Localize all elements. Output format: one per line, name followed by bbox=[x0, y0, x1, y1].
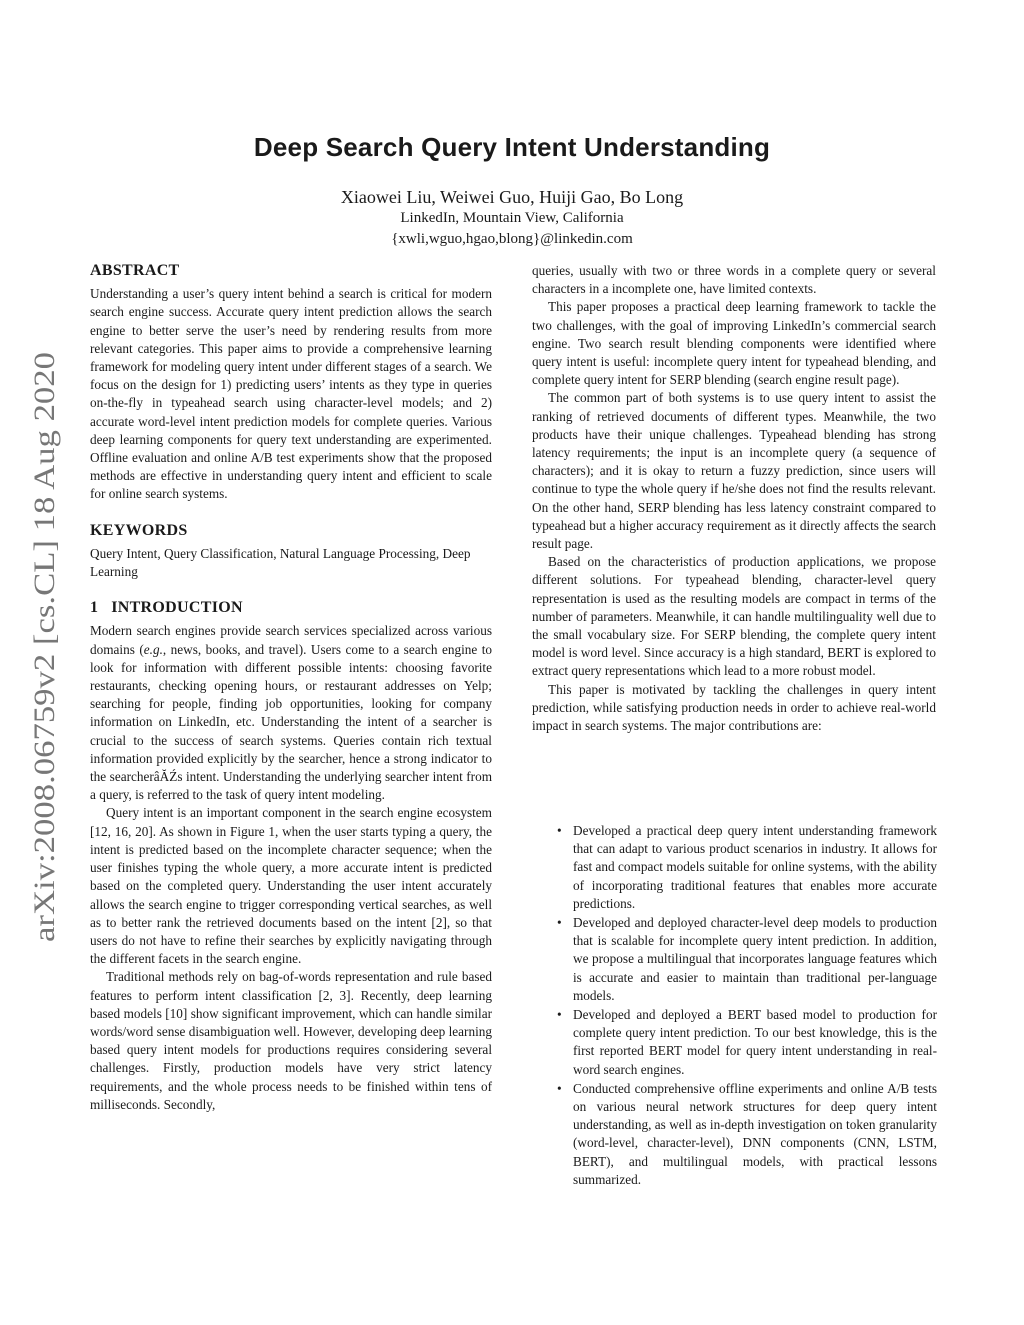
bullet-icon: • bbox=[557, 1080, 562, 1096]
contributions-list bbox=[557, 822, 937, 1190]
list-item: • Developed and deployed character-level deep models to production that is scalable for incomplete query intent prediction. In addition, we propose a multilingual that incorporates language features which is accurate and easier to maintain than traditional per-language models. bbox=[557, 915, 937, 1003]
intro-paragraph-5: This paper proposes a practical deep learning framework to tackle the two challenges, with the goal of improving LinkedIn’s commercial search engine. Two search result blending components were identified where query intent is useful: incomplete query intent for typeahead blending, and complete query intent for SERP blending (search engine result page). bbox=[532, 299, 936, 388]
intro-paragraph-2: Query intent is an important component in the search engine ecosystem [12, 16, 20]. As shown in Figure 1, when the user starts typing a query, the intent is predicted based on the incomplete character sequence; when the user finishes typing the whole query, a more accurate intent is predicted based on the completed query. Understanding the user intent accurately allows the search engine to trigger corresponding vertical searches, as well as to better rank the retrieved documents based on the intent [2], so that users do not have to refine their searches by explicitly navigating through the different facets in the search engine. bbox=[90, 805, 492, 967]
keywords-heading: KEYWORDS bbox=[90, 521, 188, 539]
intro-paragraph-8: This paper is motivated by tackling the challenges in query intent prediction, while satisfying production needs in order to achieve real-world impact in search systems. The major contributions are: bbox=[532, 681, 936, 734]
keywords-text: Query Intent, Query Classification, Natural Language Processing, Deep Learning bbox=[90, 545, 471, 580]
left-column bbox=[90, 262, 492, 1114]
intro-paragraph-6: The common part of both systems is to use query intent to assist the ranking of retrieved documents of different types. Meanwhile, the two products have their unique challenges. Typeahead blending has strong latency requirements; the input is an incomplete query (a sequence of characters); and it is okay to return a fuzzy prediction, since users will continue to type the whole query if he/she does not find the results relevant. On the other hand, SERP blending has less latency constraint compared to typeahead but a higher accuracy requirement as it directly affects the search result page. bbox=[532, 390, 936, 552]
list-item: • Developed a practical deep query intent understanding framework that can adapt to various product scenarios in industry. It allows for fast and compact models suitable for online systems, with the ability of incorporating traditional features that enables more accurate predictions. bbox=[557, 823, 937, 911]
affiliation: LinkedIn, Mountain View, California bbox=[400, 210, 624, 226]
bullet-icon: • bbox=[557, 915, 562, 931]
list-item: • Developed and deployed a BERT based model to production for complete query intent prediction. To our best knowledge, this is the first reported BERT model for query intent understanding in real-word search engines. bbox=[557, 1007, 937, 1077]
list-item: • Conducted comprehensive offline experiments and online A/B tests on various neural network structures for deep query intent understanding, as well as in-depth investigation on token granularity (word-level, character-level), DNN components (CNN, LSTM, BERT), and multilingual models, with practical lessons summarized. bbox=[557, 1080, 937, 1187]
intro-paragraph-3: Traditional methods rely on bag-of-words representation and rule based features to perform intent classification [2, 3]. Recently, deep learning based models [10] show significant improvement, which can handle similar words/word sense disambiguation well. However, developing deep learning based query intent models for productions requires considering several challenges. Firstly, production models have very strict latency requirements, and the whole process needs to be finished within tens of milliseconds. Secondly, bbox=[90, 969, 492, 1112]
paper-title: Deep Search Query Intent Understanding bbox=[253, 132, 771, 162]
arxiv-identifier-text: arXiv:2008.06759v2 [cs.CL] 18 Aug 2020 bbox=[29, 440, 61, 942]
author-emails: {xwli,wguo,hgao,blong}@linkedin.com bbox=[391, 231, 633, 247]
author-list: Xiaowei Liu, Weiwei Guo, Huiji Gao, Bo Long bbox=[340, 187, 684, 207]
bullet-icon: • bbox=[557, 823, 562, 838]
introduction-heading: 1 INTRODUCTION bbox=[90, 599, 243, 617]
abstract-heading: ABSTRACT bbox=[90, 262, 180, 279]
intro-paragraph-1: Modern search engines provide search services specialized across various domains (e.g., news, books, and travel). Users come to a search engine to look for information with different possible intents: choosing favorite restaurants, checking opening hours, or restaurant addresses on Yelp; searching for people, finding job opportunities, looking for company information on LinkedIn, etc. Understanding the intent of a searcher is crucial to the success of search systems. Queries contain rich textual information provided explicitly by the searcher, hence a strong indicator to the searcherâĂŹs intent. Understanding the underlying searcher intent from a query, is referred to the task of query intent modeling. bbox=[90, 623, 493, 803]
bullet-icon: • bbox=[557, 1007, 562, 1023]
intro-paragraph-7: Based on the characteristics of production applications, we propose different solutions. For typeahead blending, character-level query representation is used as the resulting models are compact in terms of the number of parameters. Meanwhile, it can handle multilinguality well due to the small vocabulary size. For SERP blending, the complete query intent model is word level. Since accuracy is a high standard, BERT is explored to extract query representations which lead to a more robust model. bbox=[532, 554, 936, 679]
abstract-text: Understanding a user’s query intent behind a search is critical for modern search engine success. Accurate query intent prediction allows the search engine to better serve the user’s need by rendering results from more relevant categories. This paper aims to provide a comprehensive learning framework for modeling query intent under different stages of a search. We focus on the design for 1) predicting users’ intents as they type in queries on-the-fly in typeahead search using character-level models; and 2) accurate word-level intent prediction models for complete queries. Various deep learning components for query text understanding are experimented. Offline evaluation and online A/B test experiments show that the proposed methods are effective in understanding query intent and efficient to scale for online search systems. bbox=[90, 286, 492, 502]
arxiv-identifier-stamp bbox=[12, 350, 66, 945]
intro-paragraph-4: queries, usually with two or three words in a complete query or several characters in a incomplete one, have limited contexts. bbox=[532, 263, 936, 297]
right-column bbox=[532, 262, 936, 735]
